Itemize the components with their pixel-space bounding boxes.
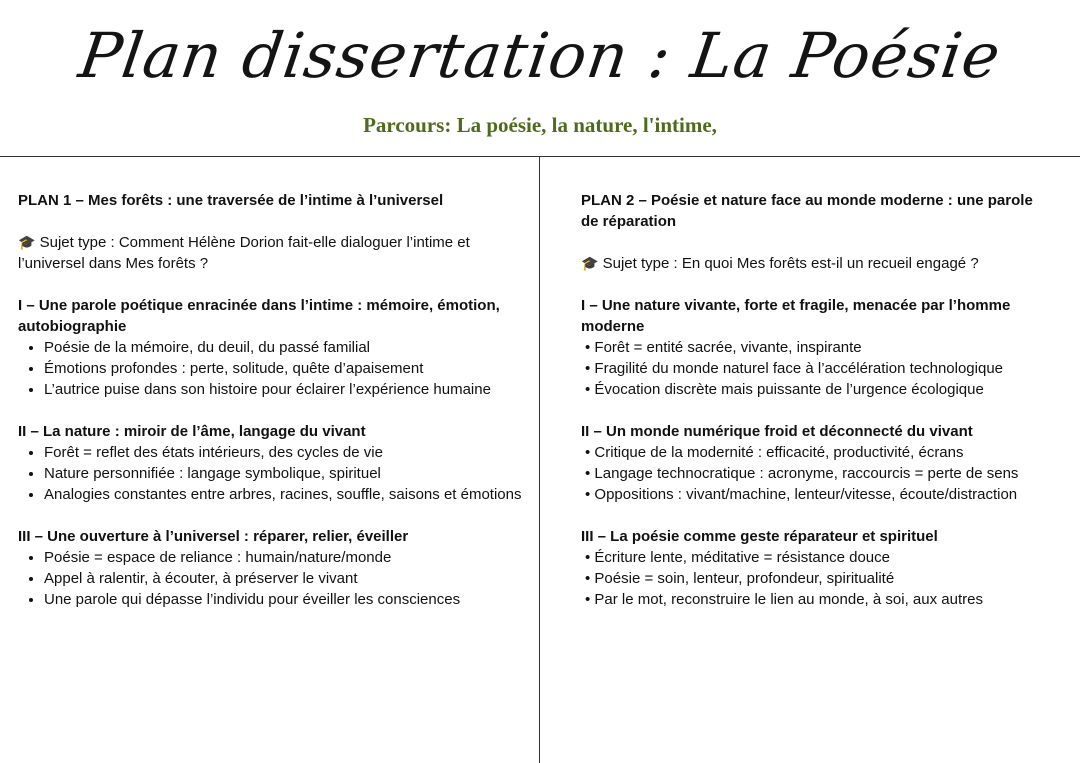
list-item: • Nature personnifiée : langage symbolique, spirituel bbox=[44, 463, 523, 484]
list-item: • Critique de la modernité : efficacité, productivité, écrans bbox=[581, 442, 1051, 463]
list-item: • Forêt = entité sacrée, vivante, inspirante bbox=[581, 337, 1051, 358]
page-subtitle: Parcours: La poésie, la nature, l'intime, bbox=[363, 113, 717, 137]
list-item: • Émotions profondes : perte, solitude, quête d’apaisement bbox=[44, 358, 523, 379]
plan-2-section-2-list bbox=[581, 442, 1051, 505]
plan-1-section-2-list bbox=[18, 442, 523, 505]
list-item: • Fragilité du monde naturel face à l’accélération technologique bbox=[581, 358, 1051, 379]
list-item: • Poésie = espace de reliance : humain/nature/monde bbox=[44, 547, 523, 568]
plan-2-section-2-title: II – Un monde numérique froid et déconnecté du vivant bbox=[581, 423, 973, 440]
list-item: • L’autrice puise dans son histoire pour éclairer l’expérience humaine bbox=[44, 379, 523, 400]
plan-2-sujet-text: Sujet type : En quoi Mes forêts est-il un recueil engagé ? bbox=[602, 255, 979, 272]
plan-2-section-1-list bbox=[581, 337, 1051, 400]
plan-1-column bbox=[18, 190, 523, 610]
list-item: • Forêt = reflet des états intérieurs, des cycles de vie bbox=[44, 442, 523, 463]
list-item: • Langage technocratique : acronyme, raccourcis = perte de sens bbox=[581, 463, 1051, 484]
list-item: • Oppositions : vivant/machine, lenteur/vitesse, écoute/distraction bbox=[581, 484, 1051, 505]
list-item: • Écriture lente, méditative = résistance douce bbox=[581, 547, 1051, 568]
list-item: • Poésie de la mémoire, du deuil, du passé familial bbox=[44, 337, 523, 358]
list-item: • Évocation discrète mais puissante de l’urgence écologique bbox=[581, 379, 1051, 400]
plan-1-section-3-list bbox=[18, 547, 523, 610]
list-item: • Poésie = soin, lenteur, profondeur, spiritualité bbox=[581, 568, 1051, 589]
graduation-cap-icon: 🎓 bbox=[18, 234, 36, 250]
plan-1-section-1-title: I – Une parole poétique enracinée dans l’intime : mémoire, émotion, autobiographie bbox=[18, 297, 500, 335]
plan-2-title: PLAN 2 – Poésie et nature face au monde moderne : une parole de réparation bbox=[581, 192, 1033, 230]
horizontal-divider bbox=[0, 156, 1080, 157]
plan-1-sujet-text: Sujet type : Comment Hélène Dorion fait-elle dialoguer l’intime et l’universel dans Mes forêts ? bbox=[18, 234, 470, 272]
plan-1-section-3-title: III – Une ouverture à l’universel : réparer, relier, éveiller bbox=[18, 528, 409, 545]
plan-2-column bbox=[581, 190, 1051, 610]
vertical-divider bbox=[539, 157, 540, 763]
plan-2-section-3-title: III – La poésie comme geste réparateur et spirituel bbox=[581, 528, 938, 545]
list-item: • Une parole qui dépasse l’individu pour éveiller les consciences bbox=[44, 589, 523, 610]
page-title: Plan dissertation : La Poésie bbox=[74, 19, 1006, 92]
plan-1-title: PLAN 1 – Mes forêts : une traversée de l’intime à l’universel bbox=[18, 192, 444, 209]
list-item: • Appel à ralentir, à écouter, à préserver le vivant bbox=[44, 568, 523, 589]
plan-2-sujet bbox=[581, 253, 1051, 274]
plan-2-section-3-list bbox=[581, 547, 1051, 610]
plan-2-section-1-title: I – Une nature vivante, forte et fragile, menacée par l’homme moderne bbox=[581, 297, 1011, 335]
plan-1-section-2-title: II – La nature : miroir de l’âme, langage du vivant bbox=[18, 423, 366, 440]
graduation-cap-icon: 🎓 bbox=[581, 255, 599, 271]
plan-1-sujet bbox=[18, 232, 523, 274]
plan-1-section-1-list bbox=[18, 337, 523, 400]
list-item: • Analogies constantes entre arbres, racines, souffle, saisons et émotions bbox=[44, 484, 523, 505]
list-item: • Par le mot, reconstruire le lien au monde, à soi, aux autres bbox=[581, 589, 1051, 610]
